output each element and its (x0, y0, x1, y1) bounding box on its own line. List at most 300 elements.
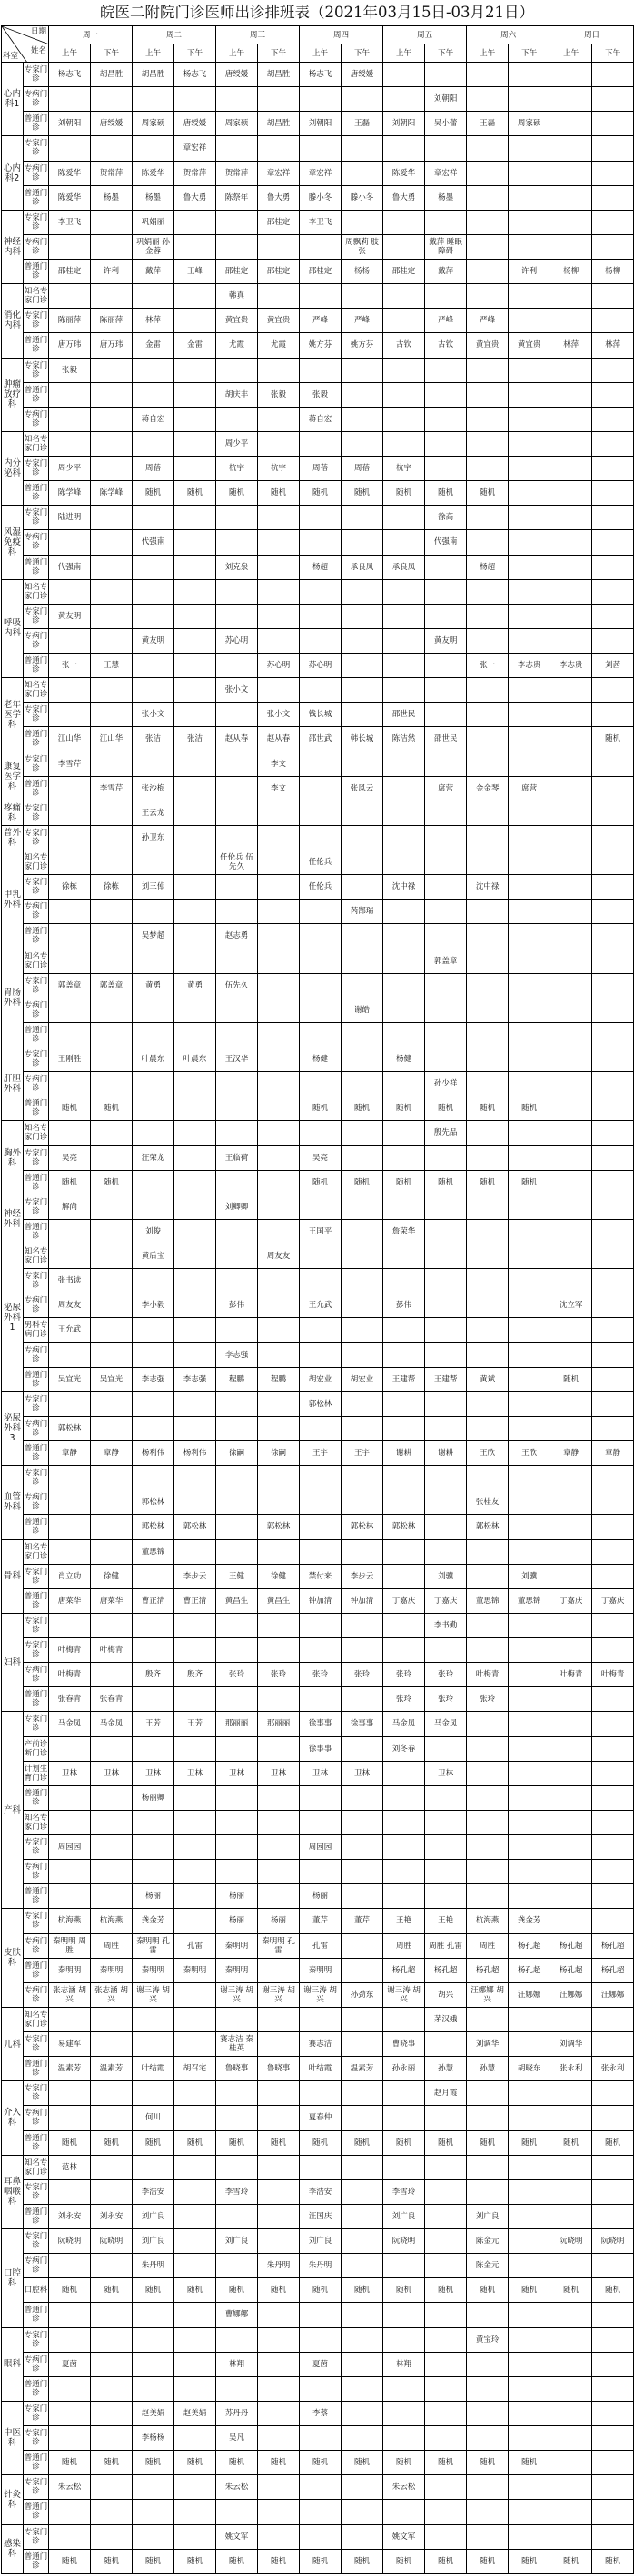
doctor-cell (550, 1022, 592, 1047)
doctor-cell (342, 1416, 383, 1440)
doctor-cell: 杨杨 (342, 260, 383, 284)
doctor-cell: 张沙梅 (133, 776, 174, 801)
doctor-cell (258, 2475, 300, 2500)
doctor-cell (509, 1367, 550, 1391)
doctor-cell (550, 1613, 592, 1637)
doctor-cell (467, 506, 509, 530)
doctor-cell (383, 1145, 425, 1170)
doctor-cell (174, 752, 216, 776)
day-header: 周一 (49, 26, 133, 44)
doctor-cell (425, 1342, 467, 1367)
doctor-cell: 刘克泉 (216, 555, 258, 579)
doctor-cell (467, 457, 509, 481)
doctor-cell (509, 1736, 550, 1761)
doctor-cell: 王欣 (509, 1441, 550, 1466)
doctor-cell (342, 752, 383, 776)
doctor-cell (467, 185, 509, 210)
doctor-cell: 邵世武 (300, 727, 342, 752)
doctor-cell (550, 2376, 592, 2401)
clinic-type: 男科专病门诊 (24, 1318, 49, 1342)
doctor-cell (258, 1170, 300, 1195)
doctor-cell (342, 1121, 383, 1145)
doctor-cell (49, 998, 91, 1022)
doctor-cell (592, 1342, 634, 1367)
doctor-cell: 王芳 (133, 1712, 174, 1736)
doctor-cell (592, 2500, 634, 2524)
doctor-cell (174, 1785, 216, 1810)
department-name: 心内科1 (2, 63, 24, 136)
doctor-cell (467, 1195, 509, 1219)
doctor-cell: 随机 (592, 727, 634, 752)
schedule-row (2, 506, 634, 530)
doctor-cell (49, 1884, 91, 1909)
clinic-type: 普通门诊 (24, 481, 49, 506)
doctor-cell: 吴亮 (49, 1145, 91, 1170)
clinic-type: 普通门诊 (24, 185, 49, 210)
clinic-type: 专家门诊 (24, 1391, 49, 1416)
doctor-cell (467, 924, 509, 949)
doctor-cell (91, 2500, 133, 2524)
doctor-cell (258, 2229, 300, 2254)
doctor-cell: 随机 (342, 2278, 383, 2303)
doctor-cell (216, 875, 258, 900)
doctor-cell (258, 678, 300, 703)
doctor-cell: 随机 (342, 481, 383, 506)
doctor-cell: 代强南 (133, 530, 174, 555)
doctor-cell: 龚金芳 (133, 1909, 174, 1933)
doctor-cell (592, 1687, 634, 1712)
schedule-row (2, 112, 634, 136)
doctor-cell (342, 703, 383, 727)
doctor-cell (174, 2106, 216, 2130)
doctor-cell (300, 1416, 342, 1440)
clinic-type: 普通门诊 (24, 112, 49, 136)
doctor-cell (550, 309, 592, 333)
doctor-cell (592, 234, 634, 259)
doctor-cell: 周蓓 (133, 457, 174, 481)
doctor-cell: 卫林 (300, 1761, 342, 1785)
doctor-cell (216, 1170, 258, 1195)
doctor-cell: 张毅 (300, 382, 342, 407)
schedule-row (2, 2327, 634, 2352)
schedule-row (2, 2475, 634, 2500)
doctor-cell: 周飘莉 肢张 (342, 234, 383, 259)
doctor-cell (300, 1490, 342, 1515)
doctor-cell (91, 825, 133, 850)
doctor-cell: 王建帮 (425, 1367, 467, 1391)
doctor-cell (258, 900, 300, 924)
doctor-cell (91, 457, 133, 481)
doctor-cell (174, 900, 216, 924)
doctor-cell (550, 1416, 592, 1440)
doctor-cell (91, 2254, 133, 2278)
doctor-cell (592, 1391, 634, 1416)
doctor-cell (91, 752, 133, 776)
doctor-cell (509, 1884, 550, 1909)
doctor-cell (300, 1515, 342, 1539)
doctor-cell (425, 850, 467, 875)
doctor-cell: 黄勇 (133, 973, 174, 998)
doctor-cell (91, 1293, 133, 1318)
doctor-cell: 随机 (91, 2451, 133, 2475)
doctor-cell (174, 1860, 216, 1884)
doctor-cell (49, 1860, 91, 1884)
doctor-cell (592, 1022, 634, 1047)
day-header: 周五 (383, 26, 467, 44)
doctor-cell: 随机 (49, 2278, 91, 2303)
clinic-type: 专病门诊 (24, 87, 49, 112)
doctor-cell (342, 1072, 383, 1096)
doctor-cell (216, 1736, 258, 1761)
doctor-cell (467, 63, 509, 87)
doctor-cell (91, 1416, 133, 1440)
doctor-cell: 杨孔超 (550, 1958, 592, 1982)
doctor-cell (300, 87, 342, 112)
doctor-cell (258, 2106, 300, 2130)
doctor-cell: 鲁晓事 (216, 2057, 258, 2081)
doctor-cell (49, 431, 91, 456)
schedule-row (2, 2081, 634, 2106)
doctor-cell (342, 1318, 383, 1342)
department-name: 儿科 (2, 2007, 24, 2080)
clinic-type: 知名专家门诊 (24, 579, 49, 604)
doctor-cell: 杭海燕 (49, 1909, 91, 1933)
doctor-cell (592, 678, 634, 703)
doctor-cell (216, 1219, 258, 1244)
doctor-cell: 杨超 (300, 555, 342, 579)
doctor-cell (174, 2327, 216, 2352)
doctor-cell (425, 1195, 467, 1219)
doctor-cell: 吴凡 (216, 2426, 258, 2451)
doctor-cell (467, 2007, 509, 2031)
doctor-cell (550, 1687, 592, 1712)
clinic-type: 知名专家门诊 (24, 1121, 49, 1145)
doctor-cell: 徐栋 (91, 875, 133, 900)
doctor-cell: 谢耕 (383, 1441, 425, 1466)
doctor-cell (300, 1121, 342, 1145)
doctor-cell: 王慧 (91, 654, 133, 678)
doctor-cell: 王艳 (425, 1909, 467, 1933)
doctor-cell (342, 1466, 383, 1490)
doctor-cell: 章静 (49, 1441, 91, 1466)
schedule-row (2, 1687, 634, 1712)
doctor-cell (550, 555, 592, 579)
doctor-cell (509, 2352, 550, 2376)
doctor-cell (592, 2475, 634, 2500)
doctor-cell (342, 1736, 383, 1761)
clinic-type: 知名专家门诊 (24, 1810, 49, 1834)
doctor-cell (174, 210, 216, 234)
doctor-cell (174, 825, 216, 850)
doctor-cell: 邵世民 (425, 727, 467, 752)
doctor-cell: 李步云 (174, 1564, 216, 1588)
doctor-cell (509, 825, 550, 850)
doctor-cell: 王刚胜 (49, 1047, 91, 1072)
doctor-cell: 严峰 (425, 309, 467, 333)
doctor-cell: 王建帮 (383, 1367, 425, 1391)
schedule-row (2, 1269, 634, 1293)
doctor-cell: 吴梦超 (133, 924, 174, 949)
corner-dept-label: 科室 (3, 52, 19, 61)
doctor-cell (133, 1564, 174, 1588)
doctor-cell (425, 136, 467, 161)
doctor-cell (383, 949, 425, 973)
doctor-cell: 王欣 (467, 1441, 509, 1466)
doctor-cell: 章宏祥 (258, 161, 300, 185)
schedule-row (2, 2229, 634, 2254)
doctor-cell (592, 1539, 634, 1564)
doctor-cell (174, 234, 216, 259)
doctor-cell (133, 1072, 174, 1096)
doctor-cell (174, 358, 216, 382)
department-name: 口腔科 (2, 2229, 24, 2328)
doctor-cell (383, 87, 425, 112)
doctor-cell: 杭海燕 (467, 1909, 509, 1933)
doctor-cell: 姚方芬 (342, 333, 383, 358)
doctor-cell (258, 1047, 300, 1072)
am-header: 上午 (49, 44, 91, 63)
doctor-cell (342, 530, 383, 555)
doctor-cell (133, 2081, 174, 2106)
doctor-cell (133, 1736, 174, 1761)
doctor-cell (509, 1219, 550, 1244)
doctor-cell (467, 1269, 509, 1293)
doctor-cell: 孙慧 (467, 2057, 509, 2081)
doctor-cell (550, 1860, 592, 1884)
schedule-row (2, 2549, 634, 2573)
doctor-cell (467, 284, 509, 309)
doctor-cell (258, 2426, 300, 2451)
doctor-cell (467, 2352, 509, 2376)
doctor-cell (174, 2204, 216, 2228)
doctor-cell: 席营 (509, 776, 550, 801)
pm-header: 下午 (425, 44, 467, 63)
doctor-cell (174, 2254, 216, 2278)
doctor-cell: 张毅 (49, 358, 91, 382)
doctor-cell: 张一 (49, 654, 91, 678)
doctor-cell (342, 382, 383, 407)
doctor-cell: 秦明明 (91, 1958, 133, 1982)
department-name: 老年医学科 (2, 678, 24, 752)
doctor-cell (509, 481, 550, 506)
doctor-cell (592, 2426, 634, 2451)
doctor-cell (509, 1416, 550, 1440)
doctor-cell: 蒋自宏 (300, 407, 342, 431)
doctor-cell (49, 1613, 91, 1637)
doctor-cell: 叶梅青 (467, 1663, 509, 1687)
doctor-cell: 刘卿卿 (216, 1195, 258, 1219)
doctor-cell: 徐事事 (300, 1712, 342, 1736)
clinic-type: 专家门诊 (24, 1909, 49, 1933)
doctor-cell: 随机 (300, 1096, 342, 1121)
doctor-cell (342, 1785, 383, 1810)
schedule-row (2, 1219, 634, 1244)
doctor-cell (592, 875, 634, 900)
doctor-cell (91, 998, 133, 1022)
doctor-cell (49, 1022, 91, 1047)
doctor-cell (342, 924, 383, 949)
clinic-type: 普通门诊 (24, 924, 49, 949)
doctor-cell (300, 506, 342, 530)
doctor-cell: 赛志洁 秦桂英 (216, 2032, 258, 2057)
doctor-cell (550, 1564, 592, 1588)
doctor-cell (342, 1835, 383, 1860)
doctor-cell (550, 1884, 592, 1909)
schedule-row (2, 875, 634, 900)
doctor-cell (342, 875, 383, 900)
doctor-cell (216, 703, 258, 727)
doctor-cell (383, 1884, 425, 1909)
doctor-cell (49, 284, 91, 309)
doctor-cell: 随机 (300, 481, 342, 506)
doctor-cell: 杨利伟 (174, 1441, 216, 1466)
doctor-cell (49, 801, 91, 825)
clinic-type: 专家门诊 (24, 875, 49, 900)
schedule-row (2, 63, 634, 87)
doctor-cell: 随机 (467, 1096, 509, 1121)
doctor-cell: 黄勇 (174, 973, 216, 998)
schedule-row (2, 2500, 634, 2524)
corner-name-label: 姓名 (30, 46, 46, 55)
clinic-type: 普通门诊 (24, 1367, 49, 1391)
doctor-cell: 邵桂定 (300, 260, 342, 284)
doctor-cell: 谢三涛 胡兴 (216, 1982, 258, 2007)
doctor-cell (509, 1047, 550, 1072)
schedule-row (2, 1072, 634, 1096)
doctor-cell (592, 555, 634, 579)
am-header: 上午 (133, 44, 174, 63)
doctor-cell: 王磊 (467, 112, 509, 136)
doctor-cell: 丁嘉庆 (550, 1588, 592, 1613)
doctor-cell (425, 703, 467, 727)
doctor-cell: 彭伟 (216, 1293, 258, 1318)
doctor-cell: 阮晓明 (49, 2229, 91, 2254)
doctor-cell (133, 949, 174, 973)
clinic-type: 专家门诊 (24, 358, 49, 382)
doctor-cell (467, 210, 509, 234)
doctor-cell (216, 998, 258, 1022)
doctor-cell: 沈中禄 (383, 875, 425, 900)
doctor-cell (300, 1810, 342, 1834)
department-name: 泌尿外科1 (2, 1244, 24, 1392)
doctor-cell (383, 2303, 425, 2327)
doctor-cell: 随机 (174, 2278, 216, 2303)
doctor-cell: 杨墨 (91, 185, 133, 210)
doctor-cell (174, 2475, 216, 2500)
doctor-cell: 李蔡 (300, 2401, 342, 2425)
clinic-type: 普通门诊 (24, 260, 49, 284)
doctor-cell: 随机 (383, 1170, 425, 1195)
doctor-cell (133, 1391, 174, 1416)
doctor-cell (425, 382, 467, 407)
doctor-cell (91, 1860, 133, 1884)
doctor-cell: 随机 (383, 1096, 425, 1121)
doctor-cell (300, 1342, 342, 1367)
doctor-cell: 杨孔超 (425, 1958, 467, 1982)
doctor-cell (467, 407, 509, 431)
doctor-cell (258, 1835, 300, 1860)
doctor-cell: 孙少祥 (425, 1072, 467, 1096)
doctor-cell: 邵桂定 (49, 260, 91, 284)
doctor-cell (216, 1860, 258, 1884)
doctor-cell (91, 530, 133, 555)
doctor-cell: 钱长城 (300, 703, 342, 727)
doctor-cell (509, 1072, 550, 1096)
doctor-cell: 张玲 (425, 1687, 467, 1712)
doctor-cell (342, 2500, 383, 2524)
doctor-cell: 董思锦 (133, 1539, 174, 1564)
doctor-cell (342, 1047, 383, 1072)
doctor-cell (467, 1145, 509, 1170)
doctor-cell (91, 579, 133, 604)
corner-date-label: 日期 (30, 27, 46, 36)
doctor-cell: 随机 (342, 2549, 383, 2573)
doctor-cell (342, 2155, 383, 2179)
doctor-cell (216, 1515, 258, 1539)
doctor-cell (49, 900, 91, 924)
schedule-row (2, 752, 634, 776)
clinic-type: 专家门诊 (24, 1835, 49, 1860)
doctor-cell (467, 1342, 509, 1367)
doctor-cell (49, 1121, 91, 1145)
doctor-cell (383, 1195, 425, 1219)
doctor-cell: 胡昌胜 (258, 112, 300, 136)
day-header: 周日 (550, 26, 634, 44)
doctor-cell (49, 703, 91, 727)
doctor-cell (300, 924, 342, 949)
doctor-cell: 胡兴 (425, 1982, 467, 2007)
doctor-cell (550, 752, 592, 776)
am-header: 上午 (550, 44, 592, 63)
doctor-cell: 曹晓事 (383, 2032, 425, 2057)
doctor-cell (258, 2032, 300, 2057)
doctor-cell: 黄友明 (133, 628, 174, 653)
doctor-cell: 徐嗣 (216, 1441, 258, 1466)
doctor-cell (467, 87, 509, 112)
doctor-cell (509, 2204, 550, 2228)
department-name: 胸外科 (2, 1121, 24, 1195)
doctor-cell (133, 1170, 174, 1195)
doctor-cell: 汪娜娜 (509, 1982, 550, 2007)
doctor-cell (425, 1269, 467, 1293)
doctor-cell (509, 1810, 550, 1834)
doctor-cell (49, 1515, 91, 1539)
clinic-type: 专病门诊 (24, 1860, 49, 1884)
doctor-cell: 黄宝玲 (467, 2327, 509, 2352)
doctor-cell: 王健 (216, 1564, 258, 1588)
doctor-cell: 随机 (383, 2278, 425, 2303)
doctor-cell (550, 1072, 592, 1096)
doctor-cell: 李雪芹 (49, 752, 91, 776)
doctor-cell (216, 825, 258, 850)
doctor-cell (509, 924, 550, 949)
doctor-cell (509, 2032, 550, 2057)
doctor-cell (300, 2327, 342, 2352)
schedule-row (2, 457, 634, 481)
doctor-cell (49, 2254, 91, 2278)
doctor-cell (91, 1613, 133, 1637)
doctor-cell (592, 2303, 634, 2327)
doctor-cell (550, 1244, 592, 1269)
doctor-cell: 刘广良 (300, 2229, 342, 2254)
doctor-cell (91, 1219, 133, 1244)
doctor-cell (133, 284, 174, 309)
doctor-cell (49, 924, 91, 949)
doctor-cell (300, 136, 342, 161)
clinic-type: 专家门诊 (24, 973, 49, 998)
doctor-cell (592, 924, 634, 949)
doctor-cell (49, 1736, 91, 1761)
